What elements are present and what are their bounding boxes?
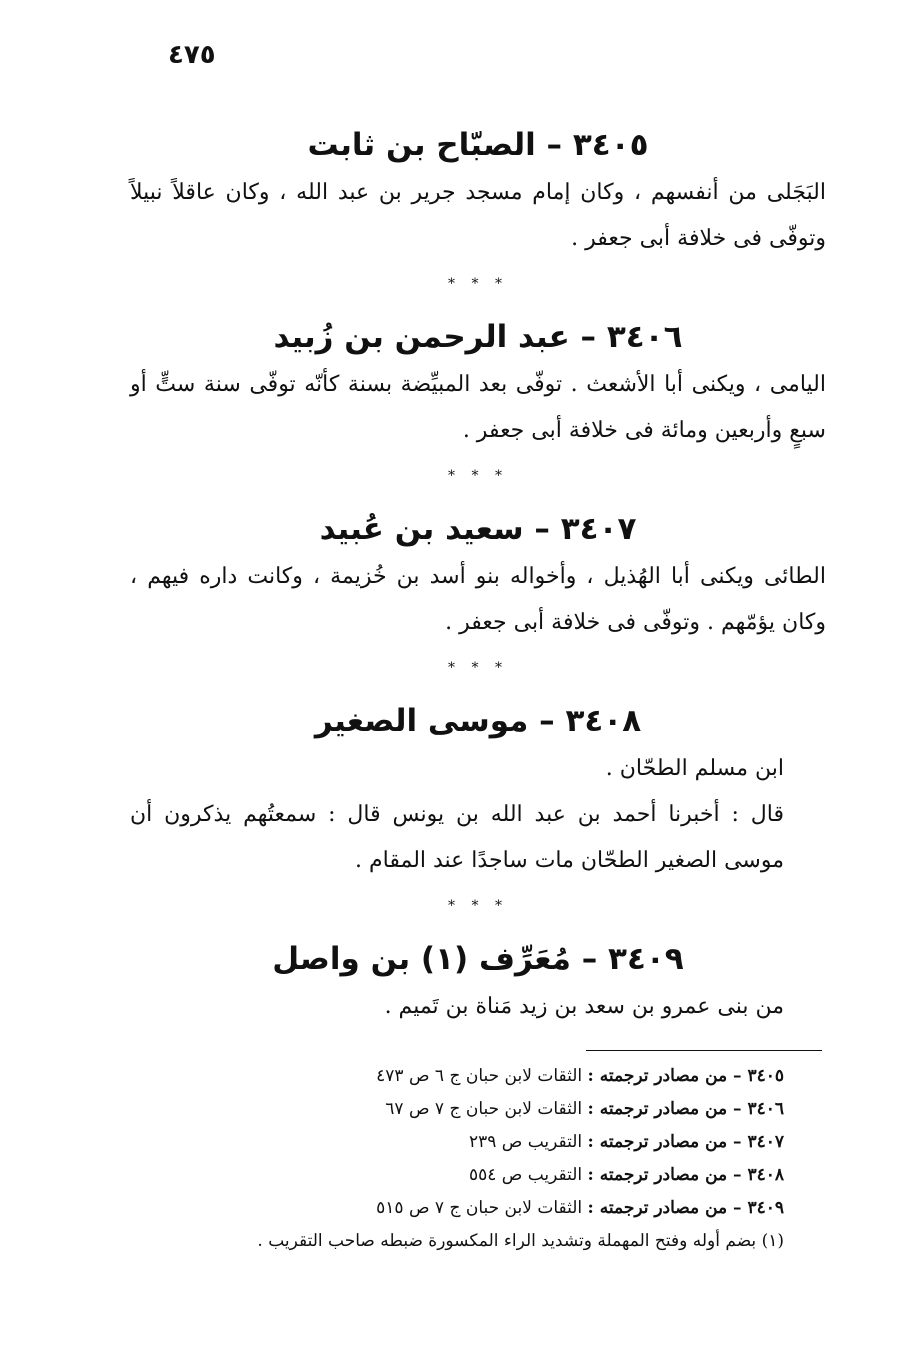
footnote-line xyxy=(224,1060,784,1093)
footnote-text: التقريب ص ٥٥٤ xyxy=(468,1165,583,1185)
entry-paragraph: البَجَلى من أنفسهم ، وكان إمام مسجد جرير بن عبد الله ، وكان عاقلاً نبيلاً وتوفّى فى خلافة أبى جعفر . xyxy=(130,180,826,251)
entry-title: ٣٤٠٩ – مُعَرِّف (١) بن واصل xyxy=(272,941,684,977)
footnote-text: الثقات لابن حبان ج ٧ ص ٥١٥ xyxy=(376,1198,583,1218)
separator: * * * xyxy=(448,276,508,292)
footnote-text: التقريب ص ٢٣٩ xyxy=(468,1132,583,1152)
footnote-label: ٣٤٠٨ – من مصادر ترجمته : xyxy=(587,1165,784,1185)
footnote-label: ٣٤٠٦ – من مصادر ترجمته : xyxy=(587,1099,784,1119)
footnote-text: (١) بضم أوله وفتح المهملة وتشديد الراء المكسورة ضبطه صاحب التقريب . xyxy=(257,1231,784,1251)
separator: * * * xyxy=(448,468,508,484)
footnote-label: ٣٤٠٩ – من مصادر ترجمته : xyxy=(587,1198,784,1218)
footnote-line xyxy=(224,1159,784,1192)
footnote-text: الثقات لابن حبان ج ٦ ص ٤٧٣ xyxy=(376,1066,583,1086)
entry-title: ٣٤٠٧ – سعيد بن عُبيد xyxy=(319,511,637,547)
entry-paragraph: من بنى عمرو بن سعد بن زيد مَناة بن تَميم . xyxy=(384,994,784,1019)
entry-title: ٣٤٠٨ – موسى الصغير xyxy=(314,703,642,739)
entry-paragraph: اليامى ، ويكنى أبا الأشعث . توفّى بعد المبيِّضة بسنة كأنّه توفّى سنة ستٍّ أو سبعٍ وأربعين ومائة فى خلافة أبى جعفر . xyxy=(130,372,826,443)
main-text xyxy=(130,120,826,1030)
entry-title: ٣٤٠٥ – الصبّاح بن ثابت xyxy=(307,127,649,163)
page-number: ٤٧٥ xyxy=(168,40,216,70)
footnote-text: الثقات لابن حبان ج ٧ ص ٦٧ xyxy=(385,1099,583,1119)
footnote-line xyxy=(224,1126,784,1159)
entry-title: ٣٤٠٦ – عبد الرحمن بن زُبيد xyxy=(273,319,683,355)
footnote-divider xyxy=(586,1050,822,1051)
footnote-label: ٣٤٠٥ – من مصادر ترجمته : xyxy=(587,1066,784,1086)
separator: * * * xyxy=(448,898,508,914)
footnote-line xyxy=(224,1192,784,1225)
entry-paragraph: ابن مسلم الطحّان . xyxy=(605,756,784,781)
entry-paragraph: قال : أخبرنا أحمد بن عبد الله بن يونس قال : سمعتُهم يذكرون أن موسى الصغير الطحّان مات ساجدًا عند المقام . xyxy=(130,802,785,873)
entry-paragraph: الطائى ويكنى أبا الهُذيل ، وأخواله بنو أسد بن خُزيمة ، وكانت داره فيهم ، وكان يؤمّهم . وتوفّى فى خلافة أبى جعفر . xyxy=(130,564,826,635)
footnote-label: ٣٤٠٧ – من مصادر ترجمته : xyxy=(587,1132,784,1152)
footnotes xyxy=(224,1060,784,1258)
footnote-line xyxy=(224,1093,784,1126)
separator: * * * xyxy=(448,660,508,676)
footnote-line xyxy=(224,1225,784,1258)
